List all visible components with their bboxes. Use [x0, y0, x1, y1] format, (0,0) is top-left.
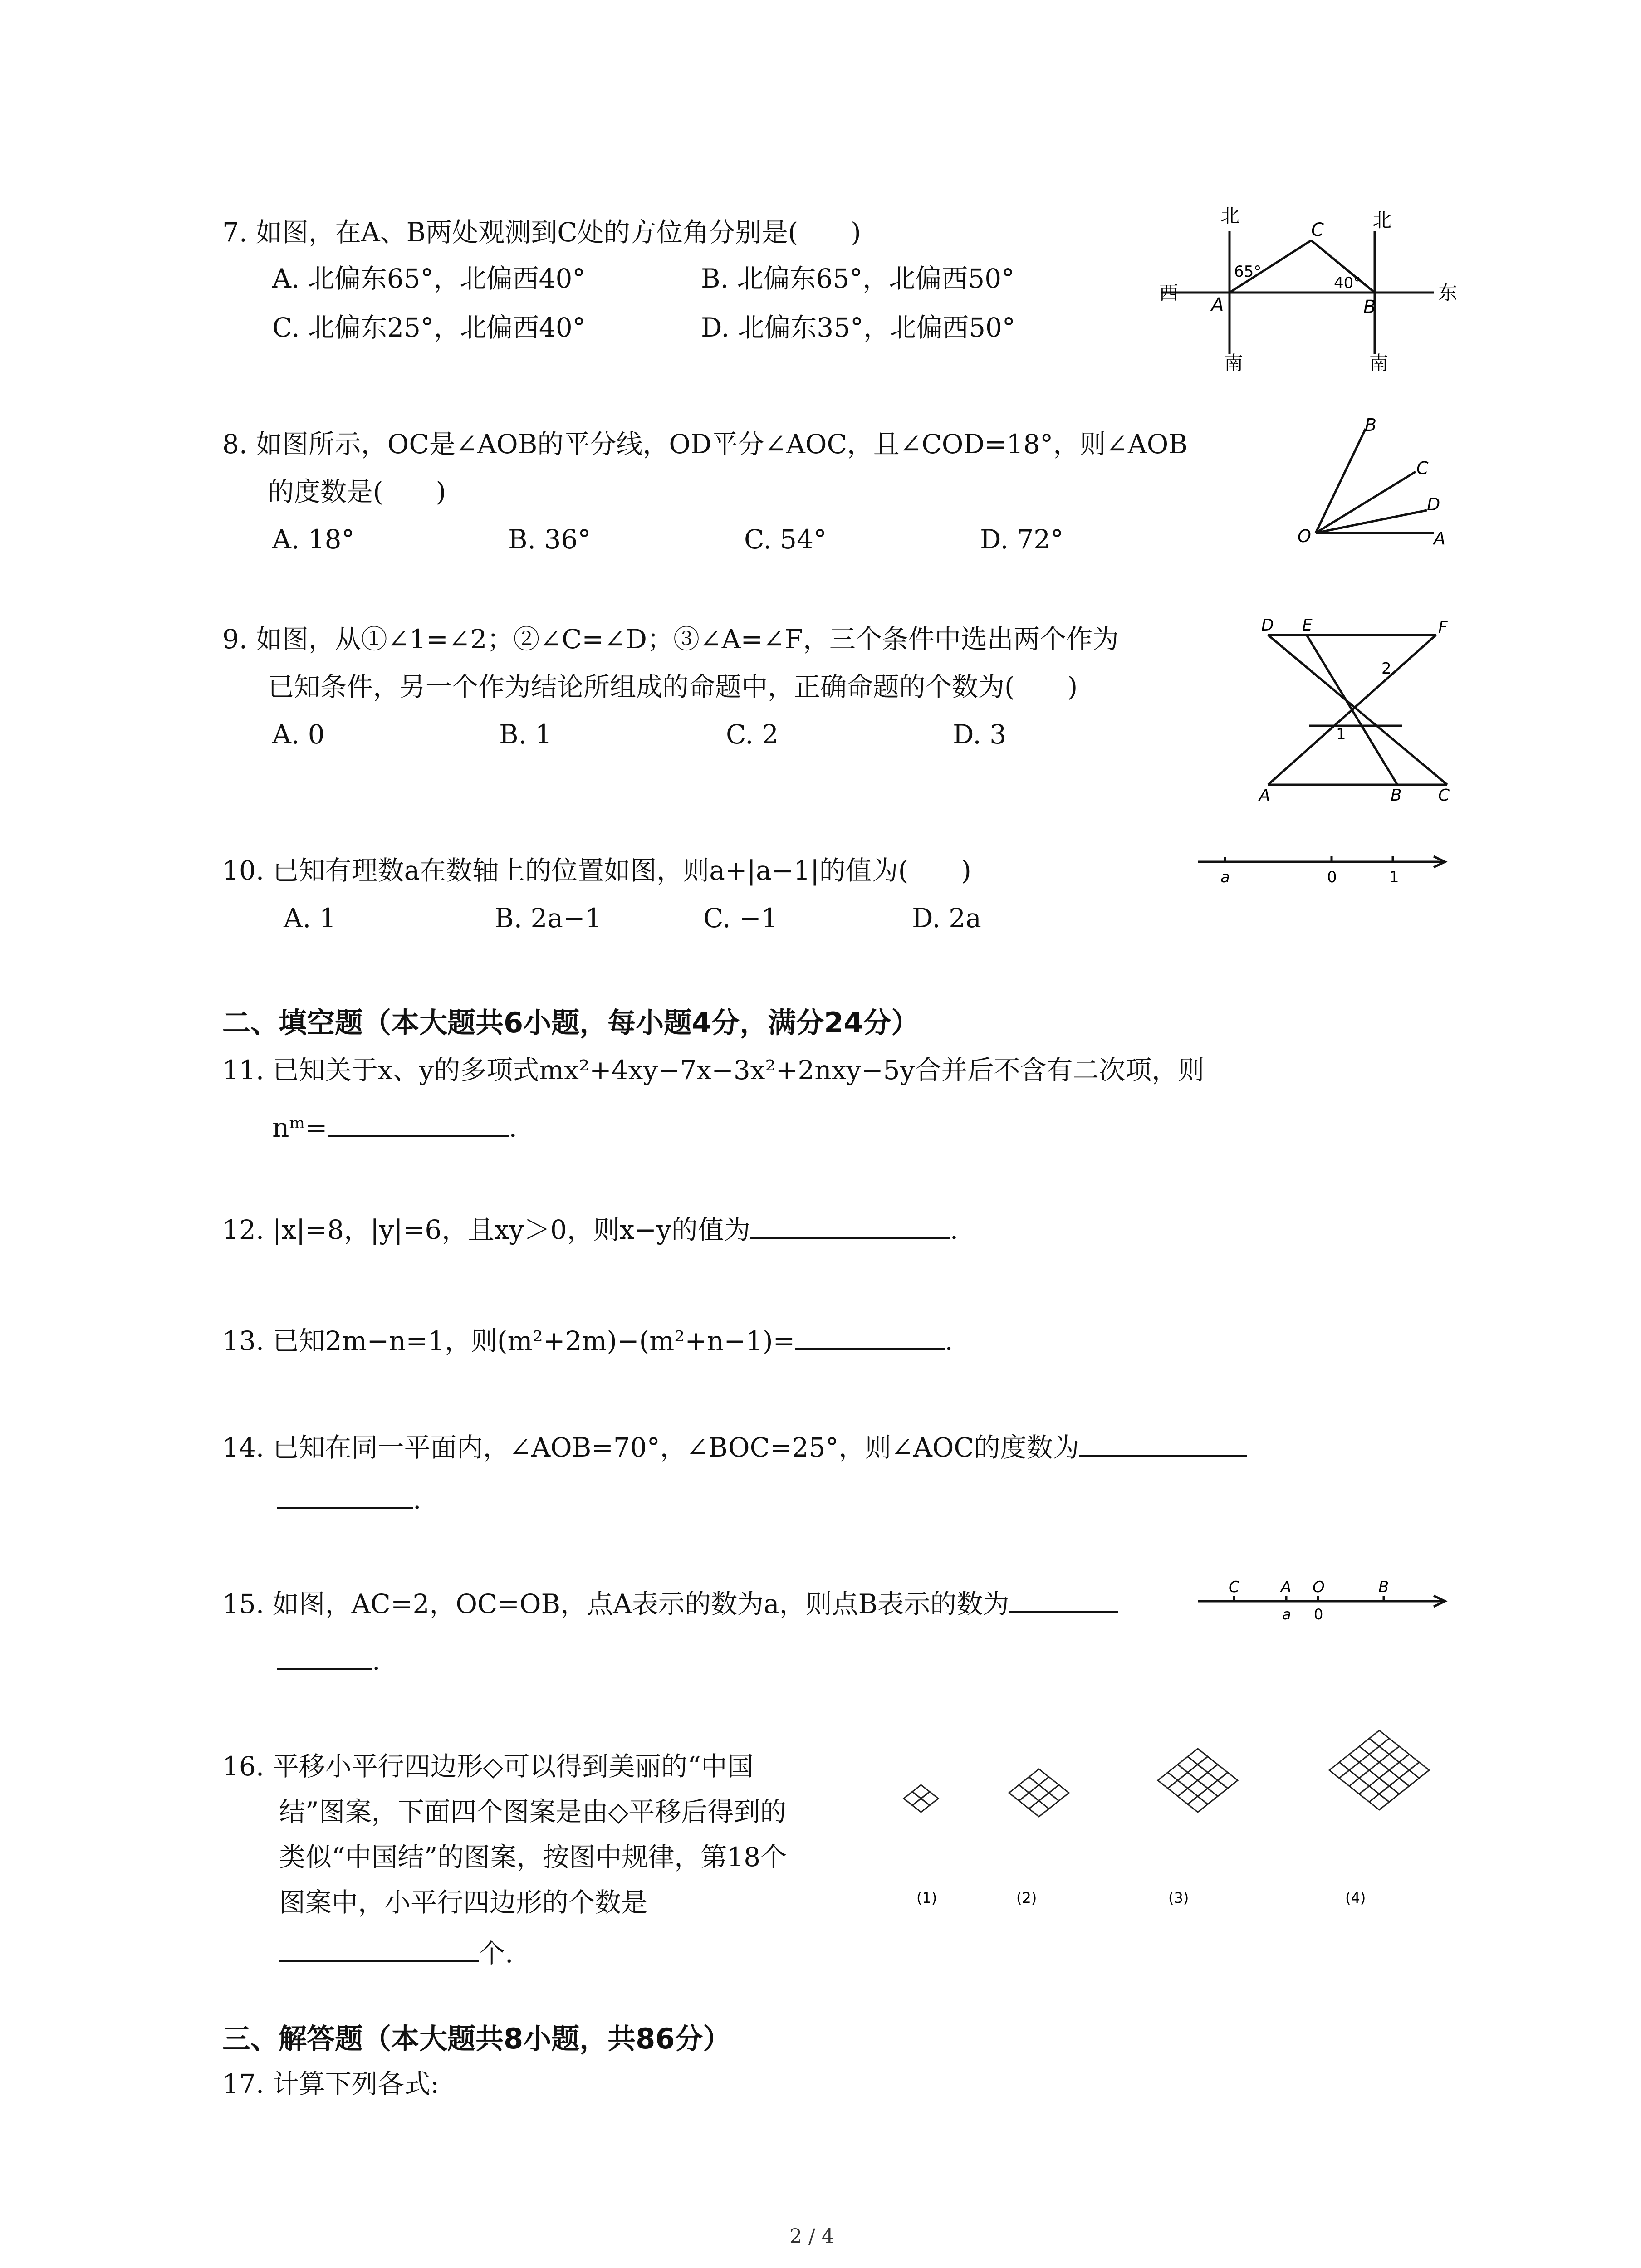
q16-pattern-1-rhombus [904, 1792, 921, 1805]
q8-stem-line1: 8. 如图所示，OC是∠AOB的平分线，OD平分∠AOC，且∠COD=18°，则∠AOB [222, 429, 1188, 459]
q13-period: . [945, 1325, 953, 1356]
q15-point-a: A [1281, 1578, 1292, 1596]
q16-pattern-4-rhombus [1339, 1755, 1359, 1770]
q16-pattern-4-rhombus [1349, 1746, 1369, 1762]
q16-pattern-4-rhombus [1379, 1755, 1399, 1770]
q15-line [222, 1588, 1118, 1620]
q14-line2 [277, 1483, 421, 1516]
q16-pattern-4-rhombus [1329, 1762, 1349, 1778]
q11-answer-blank[interactable] [328, 1111, 509, 1137]
q16-pattern-4-rhombus [1389, 1778, 1409, 1794]
q16-pattern-3-rhombus [1158, 1773, 1178, 1789]
q9-stem-line1: 9. 如图，从①∠1=∠2；②∠C=∠D；③∠A=∠F，三个条件中选出两个作为 [222, 624, 1119, 655]
q16-answer-blank[interactable] [279, 1937, 479, 1962]
q16-pattern-4-rhombus [1399, 1755, 1419, 1770]
q7-point-c: C [1311, 220, 1324, 240]
q16-line4: 图案中，小平行四边形的个数是 [279, 1887, 648, 1918]
q16-line2: 结”图案，下面四个图案是由◇平移后得到的 [279, 1796, 787, 1827]
q16-pattern-4-rhombus [1359, 1739, 1379, 1755]
q10-label-one: 1 [1389, 868, 1399, 886]
q16-pattern-2-rhombus [1029, 1785, 1049, 1801]
q16-pattern-label-1: (1) [916, 1889, 937, 1906]
q10-label-zero: 0 [1327, 868, 1337, 886]
q12-line [222, 1213, 958, 1246]
q16-answer-line [279, 1937, 513, 1970]
q11-stem-line2: nᵐ= [272, 1112, 328, 1143]
q16-pattern-3-rhombus [1178, 1757, 1198, 1773]
q12-period: . [950, 1214, 959, 1245]
q16-pattern-1-rhombus [912, 1785, 930, 1799]
q7-option-d: D. 北偏东35°，北偏西50° [701, 312, 1015, 343]
q10-option-c: C. −1 [703, 903, 778, 934]
q16-pattern-3-rhombus [1208, 1780, 1228, 1796]
q7-angle-65: 65° [1234, 263, 1262, 281]
q16-pattern-4-rhombus [1349, 1762, 1369, 1778]
q7-option-a: A. 北偏东65°，北偏西40° [272, 263, 586, 294]
q8-stem-line2: 的度数是( ) [268, 476, 446, 507]
q16-pattern-4-rhombus [1389, 1762, 1409, 1778]
q8-point-c: C [1416, 458, 1429, 478]
q16-pattern-4-rhombus [1369, 1730, 1389, 1746]
q7-option-c: C. 北偏东25°，北偏西40° [272, 312, 586, 343]
q16-pattern-4-rhombus [1369, 1762, 1389, 1778]
q9-stem-line2: 已知条件，另一个作为结论所组成的命题中，正确命题的个数为( ) [268, 671, 1078, 702]
q7-north-label-1: 北 [1220, 205, 1240, 227]
q11-period: . [509, 1112, 517, 1143]
q16-pattern-4-rhombus [1369, 1746, 1389, 1762]
q7-direction-figure [1161, 204, 1461, 376]
q11-stem-line1: 11. 已知关于x、y的多项式mx²+4xy−7x−3x²+2nxy−5y合并后不含有二次项，则 [222, 1055, 1205, 1085]
q8-option-b: B. 36° [508, 524, 591, 555]
q7-angle-40: 40° [1334, 274, 1362, 292]
q7-point-b: B [1363, 297, 1376, 318]
q9-angle-2: 2 [1381, 660, 1391, 678]
q16-pattern-3-rhombus [1188, 1796, 1208, 1812]
q16-pattern-4-rhombus [1369, 1794, 1389, 1810]
q14-stem: 14. 已知在同一平面内，∠AOB=70°，∠BOC=25°，则∠AOC的度数为 [222, 1432, 1079, 1463]
q16-line1: 16. 平移小平行四边形◇可以得到美丽的“中国 [222, 1751, 754, 1782]
q9-angle-1: 1 [1336, 725, 1346, 743]
q16-pattern-2-rhombus [1029, 1801, 1049, 1817]
q16-pattern-4-rhombus [1379, 1786, 1399, 1802]
q16-line3: 类似“中国结”的图案，按图中规律，第18个 [279, 1842, 787, 1872]
q14-line [222, 1431, 1247, 1464]
q16-pattern-1-rhombus [921, 1792, 938, 1805]
q7-north-label-2: 北 [1372, 209, 1392, 231]
q14-period: . [413, 1484, 421, 1515]
page-number: 2 / 4 [789, 2225, 834, 2248]
q13-line [222, 1325, 953, 1357]
q16-pattern-4-rhombus [1359, 1770, 1379, 1786]
q16-pattern-2-rhombus [1009, 1785, 1029, 1801]
q16-pattern-4-rhombus [1359, 1786, 1379, 1802]
q16-pattern-3-rhombus [1188, 1749, 1208, 1765]
q9-option-d: D. 3 [953, 719, 1007, 750]
q10-label-a: a [1220, 868, 1230, 886]
q11-answer-line [272, 1111, 517, 1144]
q16-pattern-2-rhombus [1029, 1769, 1049, 1785]
q16-pattern-4-rhombus [1359, 1755, 1379, 1770]
q15-answer-blank-part2[interactable] [277, 1644, 372, 1670]
q8-point-b: B [1365, 415, 1377, 435]
q15-answer-blank-part1[interactable] [1009, 1588, 1118, 1613]
q16-pattern-3-rhombus [1168, 1780, 1188, 1796]
q16-pattern-3-rhombus [1218, 1773, 1238, 1789]
q16-pattern-3-rhombus [1188, 1765, 1208, 1780]
section-3-heading: 三、解答题（本大题共8小题，共86分） [222, 2022, 731, 2055]
q16-pattern-4-rhombus [1399, 1770, 1419, 1786]
q16-pattern-3-rhombus [1178, 1773, 1198, 1789]
q16-pattern-3-rhombus [1198, 1789, 1218, 1804]
q16-pattern-label-4: (4) [1345, 1889, 1366, 1906]
q16-pattern-4-rhombus [1369, 1778, 1389, 1794]
q7-point-a: A [1211, 294, 1224, 315]
q14-answer-blank-part1[interactable] [1079, 1431, 1247, 1457]
q7-west-label: 西 [1159, 282, 1179, 304]
q13-stem: 13. 已知2m−n=1，则(m²+2m)−(m²+n−1)= [222, 1325, 795, 1356]
q7-south-label-2: 南 [1369, 352, 1389, 374]
q7-stem: 7. 如图，在A、B两处观测到C处的方位角分别是( ) [222, 217, 861, 248]
q16-pattern-figure [903, 1724, 1456, 1928]
q15-period: . [372, 1645, 381, 1676]
q16-pattern-label-3: (3) [1168, 1889, 1189, 1906]
q9-point-b: B [1391, 786, 1402, 805]
q8-point-d: D [1427, 494, 1440, 514]
q10-stem: 10. 已知有理数a在数轴上的位置如图，则a+|a−1|的值为( ) [222, 855, 971, 886]
q7-south-label-1: 南 [1224, 352, 1244, 374]
q10-option-d: D. 2a [912, 903, 981, 934]
q15-label-a: a [1282, 1606, 1291, 1623]
q10-option-a: A. 1 [284, 903, 336, 934]
q15-point-c: C [1229, 1578, 1239, 1596]
q16-pattern-4-rhombus [1389, 1746, 1409, 1762]
q16-pattern-3-rhombus [1198, 1757, 1218, 1773]
q16-pattern-3-rhombus [1168, 1765, 1188, 1780]
q16-pattern-3-rhombus [1208, 1765, 1228, 1780]
q16-pattern-2-rhombus [1049, 1785, 1069, 1801]
q15-stem: 15. 如图，AC=2，OC=OB，点A表示的数为a，则点B表示的数为 [222, 1589, 1009, 1619]
q12-answer-blank[interactable] [750, 1213, 950, 1239]
q15-point-o: O [1313, 1578, 1325, 1596]
q9-point-f: F [1438, 618, 1448, 637]
q9-option-b: B. 1 [499, 719, 552, 750]
q16-pattern-2-rhombus [1039, 1777, 1059, 1793]
q16-pattern-2-rhombus [1039, 1793, 1059, 1809]
q7-east-label: 东 [1438, 282, 1458, 304]
q16-pattern-2-rhombus [1019, 1777, 1039, 1793]
q16-pattern-2-rhombus [1019, 1793, 1039, 1809]
q16-pattern-4-rhombus [1339, 1770, 1359, 1786]
q8-option-c: C. 54° [744, 524, 827, 555]
q14-answer-blank-part2[interactable] [277, 1483, 413, 1509]
q10-number-line [1198, 844, 1452, 898]
q12-stem: 12. |x|=8，|y|=6，且xy＞0，则x−y的值为 [222, 1214, 750, 1245]
q8-angle-figure [1298, 417, 1452, 558]
q8-option-d: D. 72° [980, 524, 1064, 555]
q15-point-b: B [1378, 1578, 1389, 1596]
q16-pattern-3-rhombus [1188, 1780, 1208, 1796]
q15-number-line [1198, 1574, 1452, 1633]
q16-pattern-4-rhombus [1379, 1770, 1399, 1786]
q16-pattern-4-rhombus [1409, 1762, 1429, 1778]
q16-pattern-4-rhombus [1349, 1778, 1369, 1794]
q8-point-a: A [1434, 528, 1445, 548]
q15-line2 [277, 1644, 380, 1677]
q16-pattern-3-rhombus [1178, 1789, 1198, 1804]
q7-option-b: B. 北偏东65°，北偏西50° [701, 263, 1015, 294]
q9-option-a: A. 0 [272, 719, 325, 750]
q17-stem: 17. 计算下列各式: [222, 2068, 440, 2099]
q9-point-c: C [1438, 786, 1450, 805]
q16-pattern-3-rhombus [1198, 1773, 1218, 1789]
q9-option-c: C. 2 [726, 719, 779, 750]
q8-point-o: O [1298, 526, 1311, 546]
section-2-heading: 二、填空题（本大题共6小题，每小题4分，满分24分） [222, 1006, 920, 1039]
q9-parallel-lines-figure [1257, 612, 1461, 803]
q9-point-e: E [1302, 616, 1313, 635]
q16-pattern-1-rhombus [912, 1799, 930, 1812]
q13-answer-blank[interactable] [795, 1325, 945, 1350]
q16-unit: 个. [479, 1938, 514, 1969]
q15-label-zero: 0 [1314, 1606, 1323, 1623]
q9-point-a: A [1259, 786, 1270, 805]
q16-pattern-label-2: (2) [1016, 1889, 1037, 1906]
q16-pattern-4-rhombus [1379, 1739, 1399, 1755]
q9-point-d: D [1261, 616, 1274, 635]
q10-option-b: B. 2a−1 [495, 903, 602, 934]
q8-option-a: A. 18° [272, 524, 355, 555]
